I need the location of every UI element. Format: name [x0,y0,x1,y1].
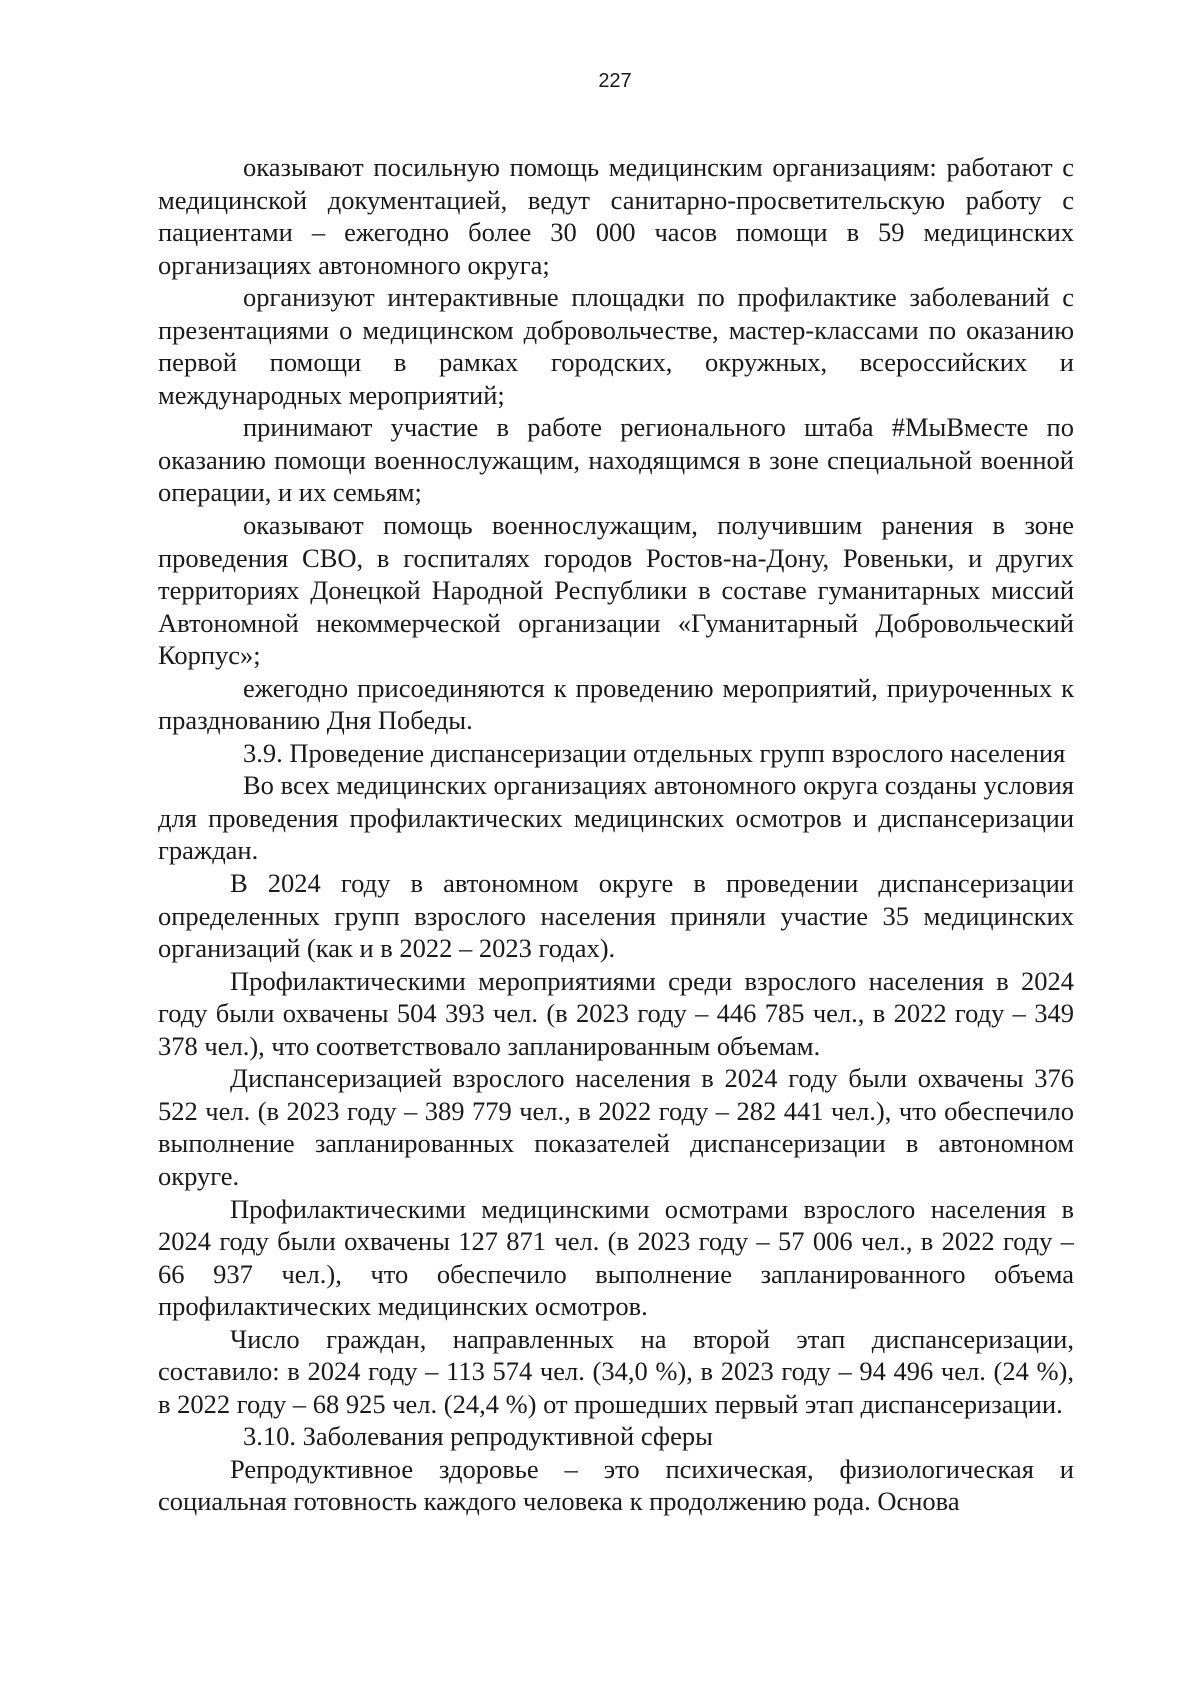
section-heading-3-10: 3.10. Заболевания репродуктивной сферы [243,1421,713,1452]
section-heading-3-9: 3.9. Проведение диспансеризации отдельных групп взрослого населения [243,737,1066,768]
paragraph-military-help: оказывают помощь военнослужащим, получившим ранения в зоне проведения СВО, в госпиталях городов Ростов-на-Дону, Ровеньки, и других территориях Донецкой Народной Республики в составе гуманитарных миссий Автономной некоммерческой организации «Гуманитарный Добровольческий Корпус»; [158,510,1074,671]
paragraph-participation: В 2024 году в автономном округе в проведении диспансеризации определенных групп взрослого населения приняли участие 35 медицинских организаций (как и в 2022 – 2023 годах). [158,868,1074,964]
paragraph-second-stage: Число граждан, направленных на второй этап диспансеризации, составило: в 2024 году – 113 574 чел. (34,0 %), в 2023 году – 94 496 чел. (24 %), в 2022 году – 68 925 чел. (24,4 %) от прошедших первый этап диспансеризации. [158,1323,1074,1419]
paragraph-interactive-platforms: организуют интерактивные площадки по профилактике заболеваний с презентациями о медицинском добровольчестве, мастер-классами по оказанию первой помощи в рамках городских, окружных, всероссийских и международных мероприятий; [158,282,1074,410]
document-body [158,151,1074,1518]
paragraph-preventive-measures: Профилактическими мероприятиями среди взрослого населения в 2024 году были охвачены 504 393 чел. (в 2023 году – 446 785 чел., в 2022 году – 349 378 чел.), что соответствовало запланированным объемам. [158,965,1074,1061]
paragraph-victory-day: ежегодно присоединяются к проведению мероприятий, приуроченных к празднованию Дня Победы. [158,672,1074,736]
paragraph-regional-headquarters: принимают участие в работе регионального штаба #МыВместе по оказанию помощи военнослужащим, находящимся в зоне специальной военной операции, и их семьям; [158,412,1074,508]
paragraph-conditions: Во всех медицинских организациях автономного округа созданы условия для проведения профилактических медицинских осмотров и диспансеризации граждан. [158,770,1074,866]
paragraph-volunteer-help: оказывают посильную помощь медицинским организациям: работают с медицинской документацией, ведут санитарно-просветительскую работу с пациентами – ежегодно более 30 000 часов помощи в 59 медицинских организациях автономного округа; [158,152,1074,280]
paragraph-dispensary-coverage: Диспансеризацией взрослого населения в 2024 году были охвачены 376 522 чел. (в 2023 году – 389 779 чел., в 2022 году – 282 441 чел.), что обеспечило выполнение запланированных показателей диспансеризации в автономном округе. [158,1063,1074,1191]
paragraph-reproductive-health: Репродуктивное здоровье – это психическая, физиологическая и социальная готовность каждого человека к продолжению рода. Основа [158,1453,1074,1517]
paragraph-medical-examinations: Профилактическими медицинскими осмотрами взрослого населения в 2024 году были охвачены 127 871 чел. (в 2023 году – 57 006 чел., в 2022 году – 66 937 чел.), что обеспечило выполнение запланированного объема профилактических медицинских осмотров. [158,1193,1074,1322]
page-number: 227 [598,70,632,92]
